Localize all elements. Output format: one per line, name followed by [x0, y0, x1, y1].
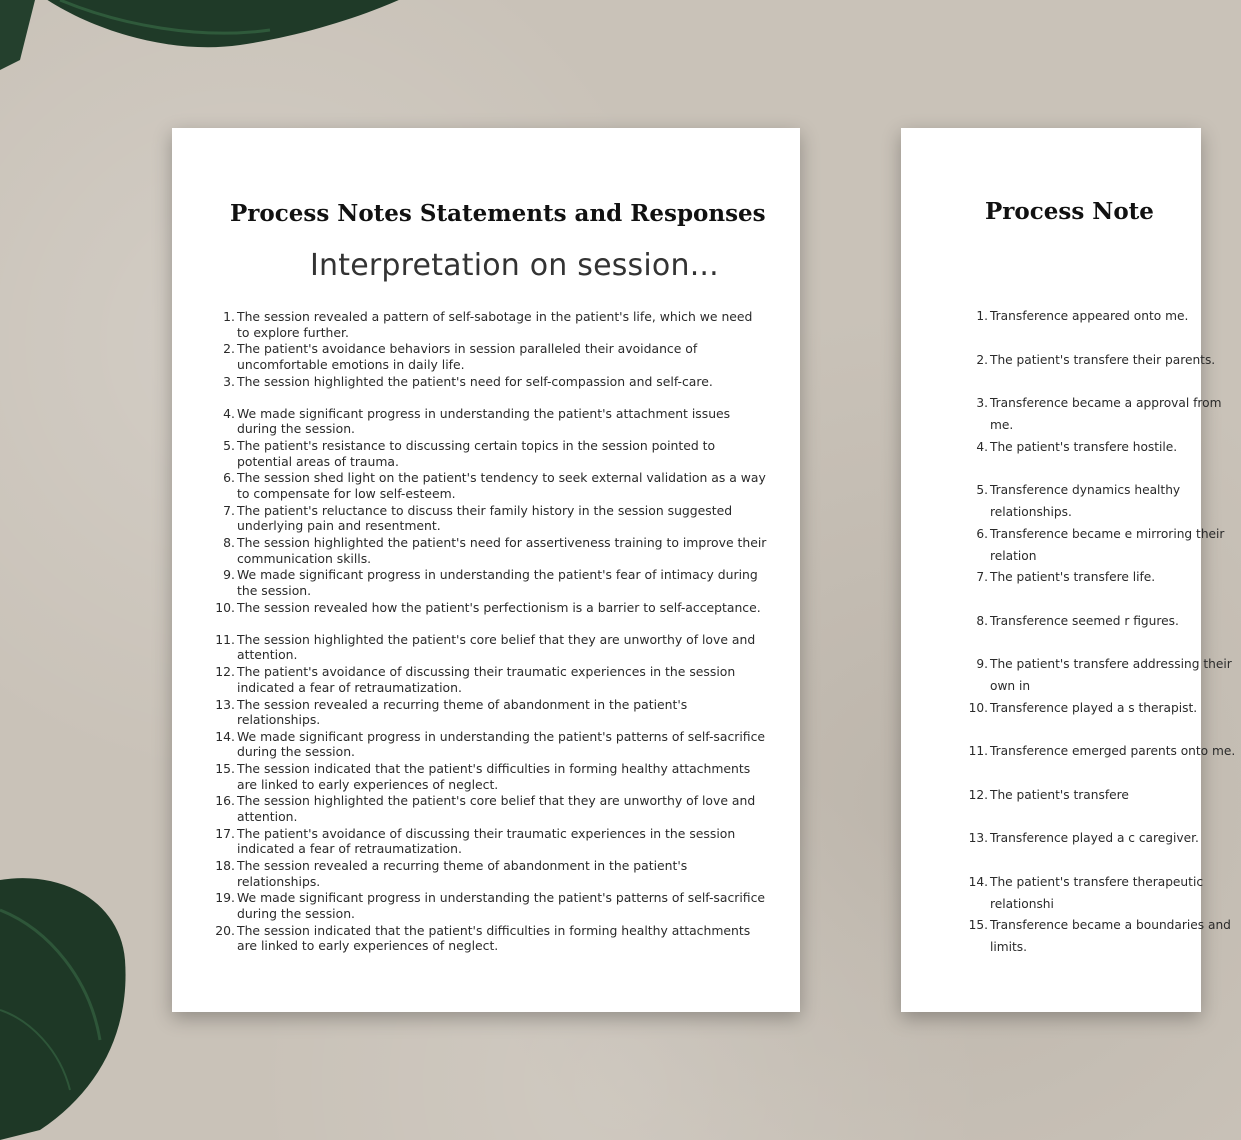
item-text: Transference became a approval from me. [990, 396, 1222, 432]
page-subtitle: Interpretation on session... [310, 248, 719, 283]
item-number: 5. [223, 438, 235, 454]
item-text: We made significant progress in understanding the patient's attachment issues during the session. [237, 405, 731, 437]
list-item [961, 305, 1241, 349]
item-number: 9. [976, 657, 988, 671]
list-item [208, 309, 768, 341]
item-number: 18. [215, 858, 235, 874]
item-number: 15. [968, 918, 988, 932]
page-title: Process Note [985, 198, 1154, 225]
item-number: 3. [223, 373, 235, 389]
list-item [961, 914, 1241, 958]
list-item [961, 436, 1241, 480]
item-text: We made significant progress in understanding the patient's fear of intimacy during the session. [237, 567, 758, 598]
list-item [208, 341, 768, 373]
item-number: 12. [215, 664, 235, 680]
item-text: The session indicated that the patient's difficulties in forming healthy attachments are linked to early experiences of neglect. [237, 761, 751, 792]
list-item [208, 632, 768, 664]
item-text: The patient's transfere hostile. [990, 439, 1178, 454]
document-page-left [172, 128, 800, 1012]
item-number: 5. [976, 483, 988, 497]
item-number: 1. [976, 309, 988, 323]
item-number: 10. [215, 599, 235, 615]
item-number: 16. [215, 793, 235, 809]
item-text: The patient's transfere [990, 787, 1129, 802]
list-item [208, 535, 768, 567]
item-number: 12. [968, 787, 988, 802]
item-number: 13. [968, 831, 988, 845]
list-item [961, 349, 1241, 393]
item-number: 11. [215, 631, 235, 647]
item-text: Transference played a s therapist. [990, 700, 1198, 715]
item-number: 7. [223, 502, 235, 518]
item-number: 7. [976, 570, 988, 584]
item-text: The session revealed a pattern of self-sabotage in the patient's life, which we need to explore further. [237, 309, 753, 340]
list-item [961, 653, 1241, 697]
item-text: Transference became e mirroring their relation [990, 526, 1225, 563]
item-text: Transference played a c caregiver. [990, 831, 1199, 845]
list-item [961, 697, 1241, 741]
transference-list [961, 305, 1241, 958]
list-item [961, 871, 1241, 915]
document-page-right [901, 128, 1236, 1012]
list-item [208, 697, 768, 729]
item-number: 17. [215, 825, 235, 841]
item-text: The patient's transfere their parents. [990, 352, 1216, 367]
item-number: 13. [215, 696, 235, 712]
item-number: 6. [223, 470, 235, 486]
item-number: 1. [223, 309, 235, 324]
list-item [208, 890, 768, 922]
item-number: 2. [976, 352, 988, 367]
list-item [208, 664, 768, 696]
item-text: The session highlighted the patient's core belief that they are unworthy of love and attention. [237, 631, 756, 663]
list-item [208, 923, 768, 955]
list-item [961, 610, 1241, 654]
item-number: 2. [223, 341, 235, 357]
item-text: The session highlighted the patient's need for assertiveness training to improve their communication skills. [237, 535, 767, 566]
item-number: 8. [976, 613, 988, 628]
list-item [208, 826, 768, 858]
list-item [961, 523, 1241, 567]
page-title: Process Notes Statements and Responses [230, 200, 766, 227]
item-text: The patient's transfere therapeutic relationshi [990, 874, 1204, 911]
item-text: The patient's transfere addressing their own in [990, 657, 1232, 693]
item-text: Transference dynamics healthy relationships. [990, 483, 1181, 519]
list-item [208, 600, 768, 632]
list-item [961, 827, 1241, 871]
item-number: 6. [976, 526, 988, 541]
list-item [208, 503, 768, 535]
item-text: Transference became a boundaries and limits. [990, 918, 1231, 954]
item-number: 14. [968, 874, 988, 889]
item-number: 3. [976, 396, 988, 410]
item-text: Transference appeared onto me. [990, 309, 1189, 323]
monstera-leaf-icon [0, 0, 420, 80]
item-number: 10. [968, 700, 988, 715]
item-text: The session revealed a recurring theme of abandonment in the patient's relationships. [237, 696, 688, 728]
statements-list [208, 309, 768, 955]
item-text: The session revealed how the patient's perfectionism is a barrier to self-acceptance. [237, 599, 761, 615]
item-text: Transference seemed r figures. [990, 613, 1179, 628]
item-text: The session shed light on the patient's tendency to seek external validation as a way to compensate for low self-esteem. [237, 470, 766, 501]
item-text: The session highlighted the patient's need for self-compassion and self-care. [237, 373, 713, 389]
list-item [961, 784, 1241, 828]
item-text: The patient's avoidance behaviors in session paralleled their avoidance of uncomfortable emotions in daily life. [237, 341, 698, 372]
list-item [208, 761, 768, 793]
list-item [208, 567, 768, 599]
item-number: 11. [968, 744, 988, 758]
item-text: The session highlighted the patient's core belief that they are unworthy of love and attention. [237, 793, 756, 824]
monstera-leaf-icon [0, 870, 140, 1140]
item-number: 14. [215, 728, 235, 744]
item-text: We made significant progress in understanding the patient's patterns of self-sacrifice during the session. [237, 890, 766, 921]
list-item [208, 374, 768, 406]
list-item [961, 740, 1241, 784]
list-item [961, 566, 1241, 610]
item-number: 20. [215, 922, 235, 938]
list-item [208, 470, 768, 502]
item-number: 9. [223, 567, 235, 583]
item-number: 15. [215, 761, 235, 777]
list-item [208, 406, 768, 438]
item-text: The patient's resistance to discussing certain topics in the session pointed to potential areas of trauma. [237, 438, 716, 469]
item-text: The patient's reluctance to discuss their family history in the session suggested underlying pain and resentment. [237, 502, 733, 534]
list-item [208, 729, 768, 761]
item-text: The patient's avoidance of discussing their traumatic experiences in the session indicated a fear of retraumatization. [237, 825, 736, 857]
list-item [208, 858, 768, 890]
item-text: The patient's avoidance of discussing their traumatic experiences in the session indicated a fear of retraumatization. [237, 664, 736, 695]
item-text: The patient's transfere life. [990, 570, 1156, 584]
list-item [208, 438, 768, 470]
item-text: The session revealed a recurring theme of abandonment in the patient's relationships. [237, 858, 688, 889]
item-number: 8. [223, 535, 235, 551]
item-number: 4. [976, 439, 988, 454]
list-item [208, 793, 768, 825]
item-number: 4. [223, 405, 235, 421]
item-text: The session indicated that the patient's difficulties in forming healthy attachments are linked to early experiences of neglect. [237, 922, 751, 954]
item-text: We made significant progress in understanding the patient's patterns of self-sacrifice during the session. [237, 728, 766, 760]
list-item [961, 479, 1241, 523]
item-number: 19. [215, 890, 235, 906]
item-text: Transference emerged parents onto me. [990, 744, 1236, 758]
list-item [961, 392, 1241, 436]
